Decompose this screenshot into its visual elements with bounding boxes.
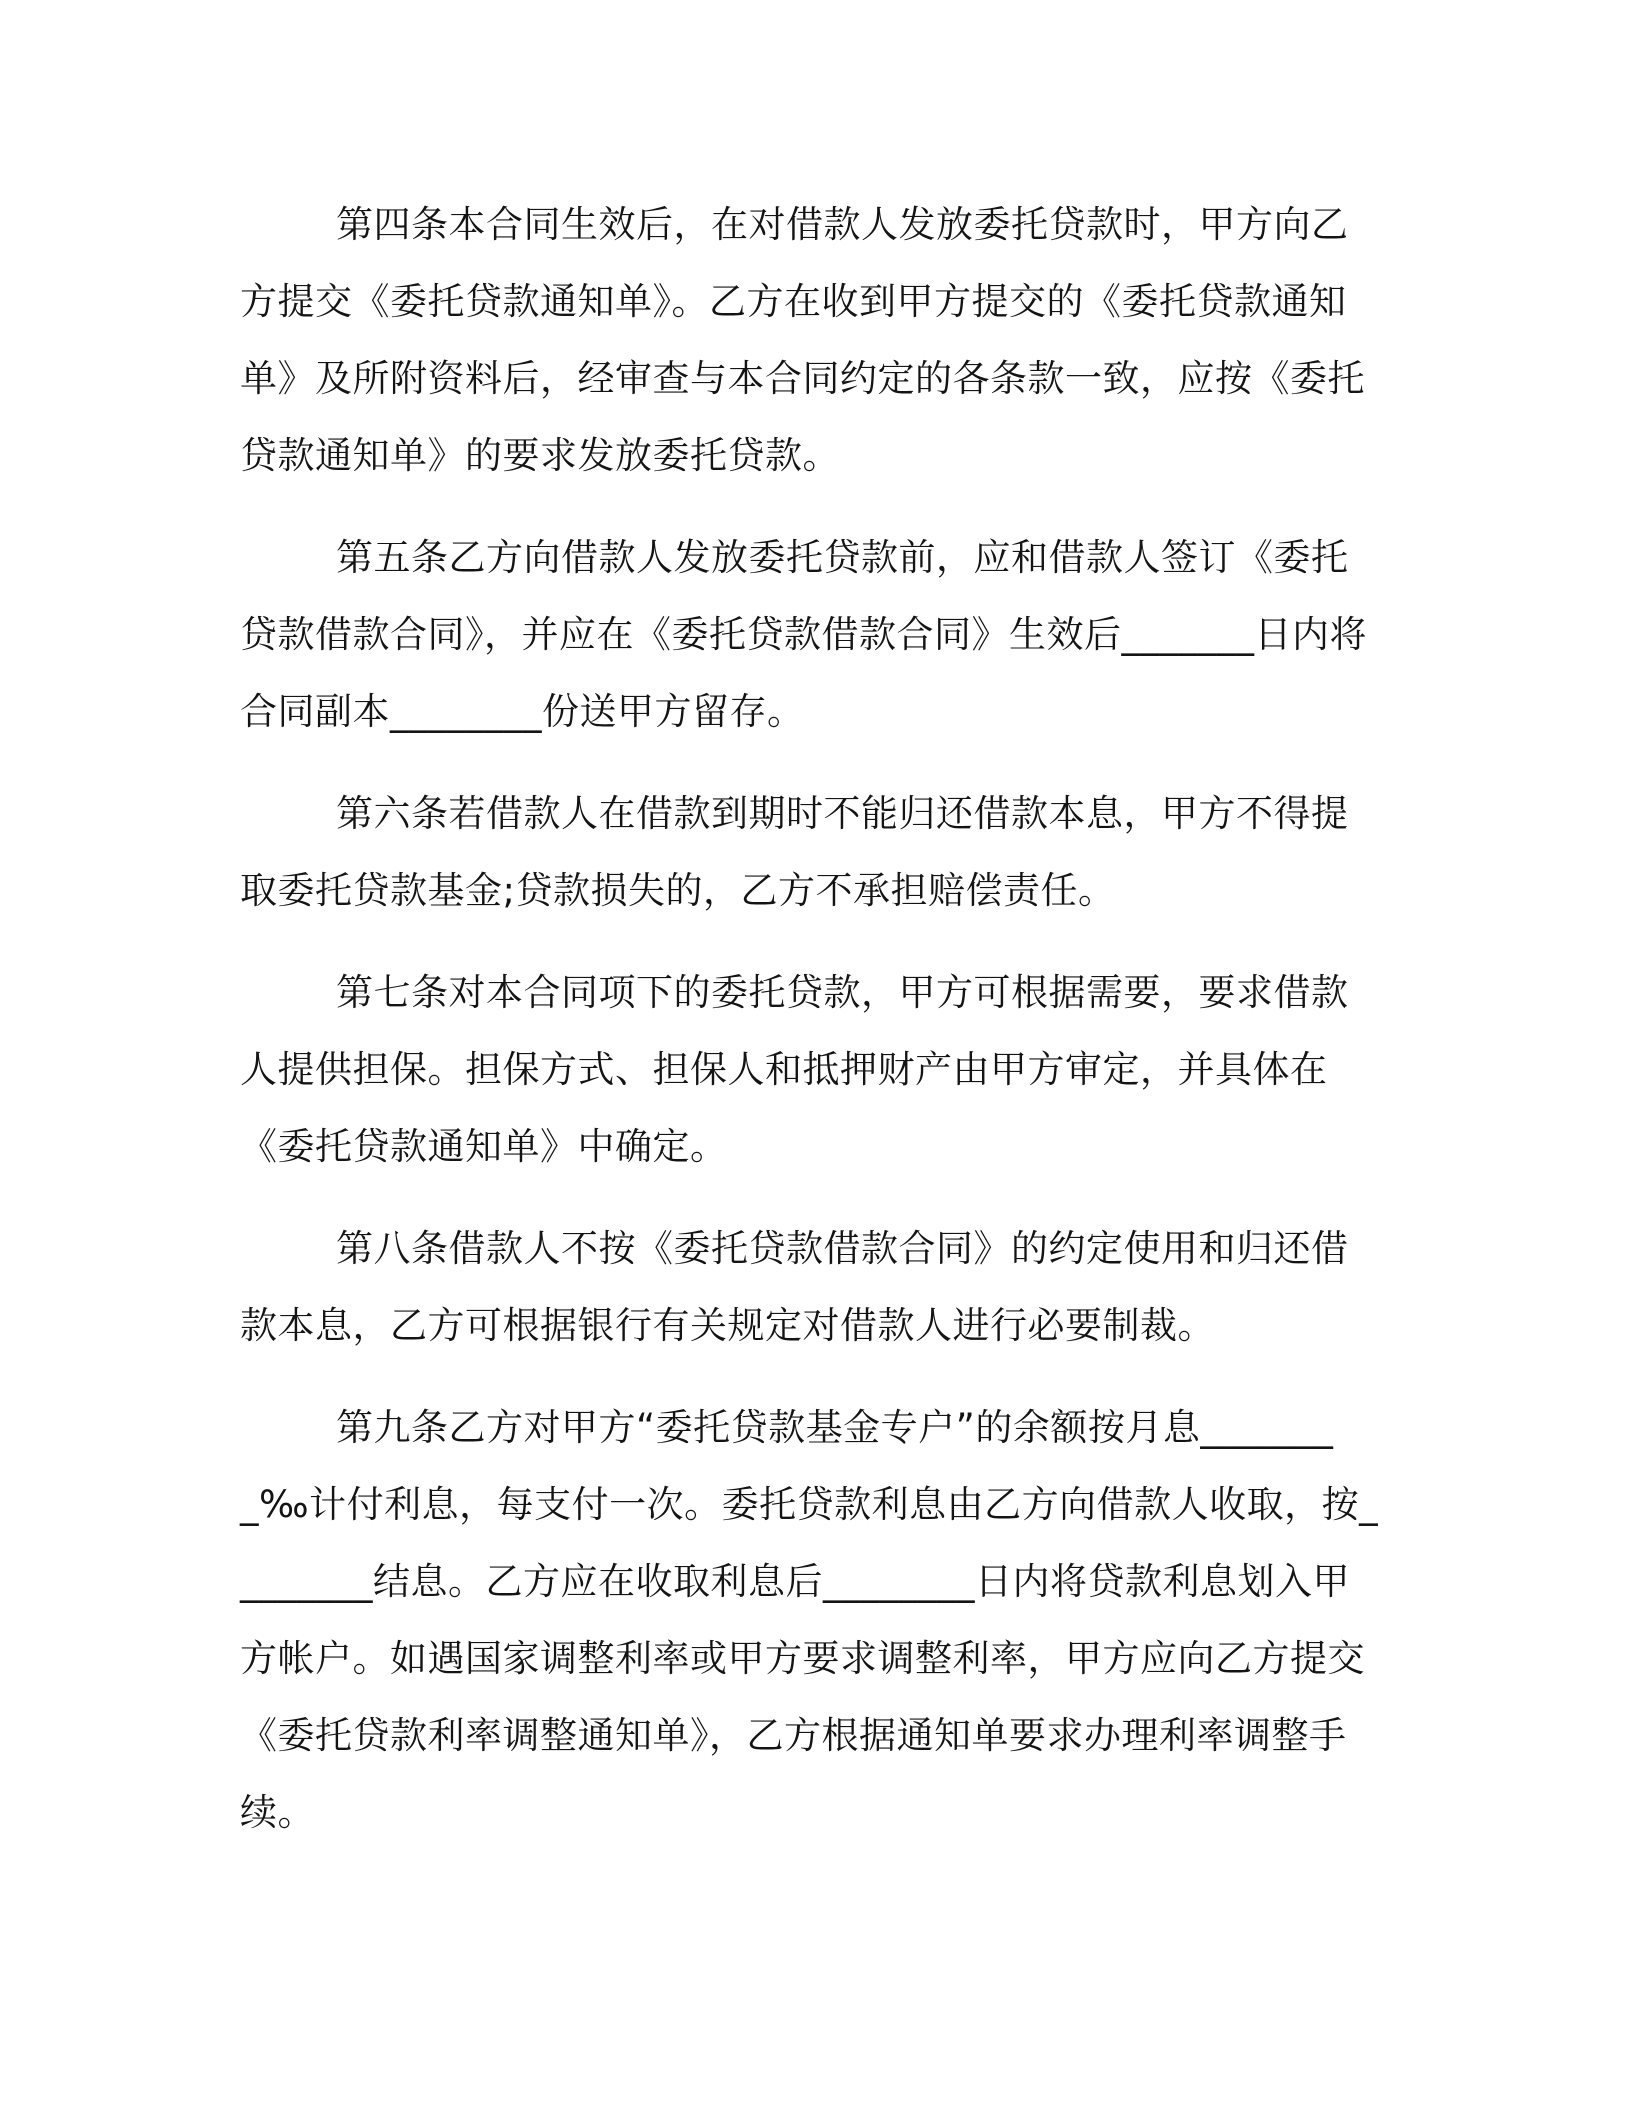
- document-page: [240, 186, 1380, 1851]
- article-8-paragraph: 第八条借款人不按《委托贷款借款合同》的约定使用和归还借款本息，乙方可根据银行有关规定对借款人进行必要制裁。: [240, 1227, 1349, 1347]
- article-4-paragraph: 第四条本合同生效后，在对借款人发放委托贷款时，甲方向乙方提交《委托贷款通知单》。乙方在收到甲方提交的《委托贷款通知单》及所附资料后，经审查与本合同约定的各条款一致，应按《委托贷款通知单》的要求发放委托贷款。: [240, 203, 1365, 477]
- article-5-paragraph: 第五条乙方向借款人发放委托贷款前，应和借款人签订《委托贷款借款合同》，并应在《委托贷款借款合同》生效后_______日内将合同副本________份送甲方留存。: [240, 536, 1367, 733]
- article-6-paragraph: 第六条若借款人在借款到期时不能归还借款本息，甲方不得提取委托贷款基金;贷款损失的，乙方不承担赔偿责任。: [240, 792, 1349, 912]
- article-9-paragraph: 第九条乙方对甲方“委托贷款基金专户”的余额按月息________‰计付利息，每支付一次。委托贷款利息由乙方向借款人收取，按________结息。乙方应在收取利息后________日内将贷款利息划入甲方帐户。如遇国家调整利率或甲方要求调整利率，甲方应向乙方提交《委托贷款利率调整通知单》，乙方根据通知单要求办理利率调整手续。: [240, 1406, 1379, 1834]
- article-7-paragraph: 第七条对本合同项下的委托贷款，甲方可根据需要，要求借款人提供担保。担保方式、担保人和抵押财产由甲方审定，并具体在《委托贷款通知单》中确定。: [240, 971, 1349, 1168]
